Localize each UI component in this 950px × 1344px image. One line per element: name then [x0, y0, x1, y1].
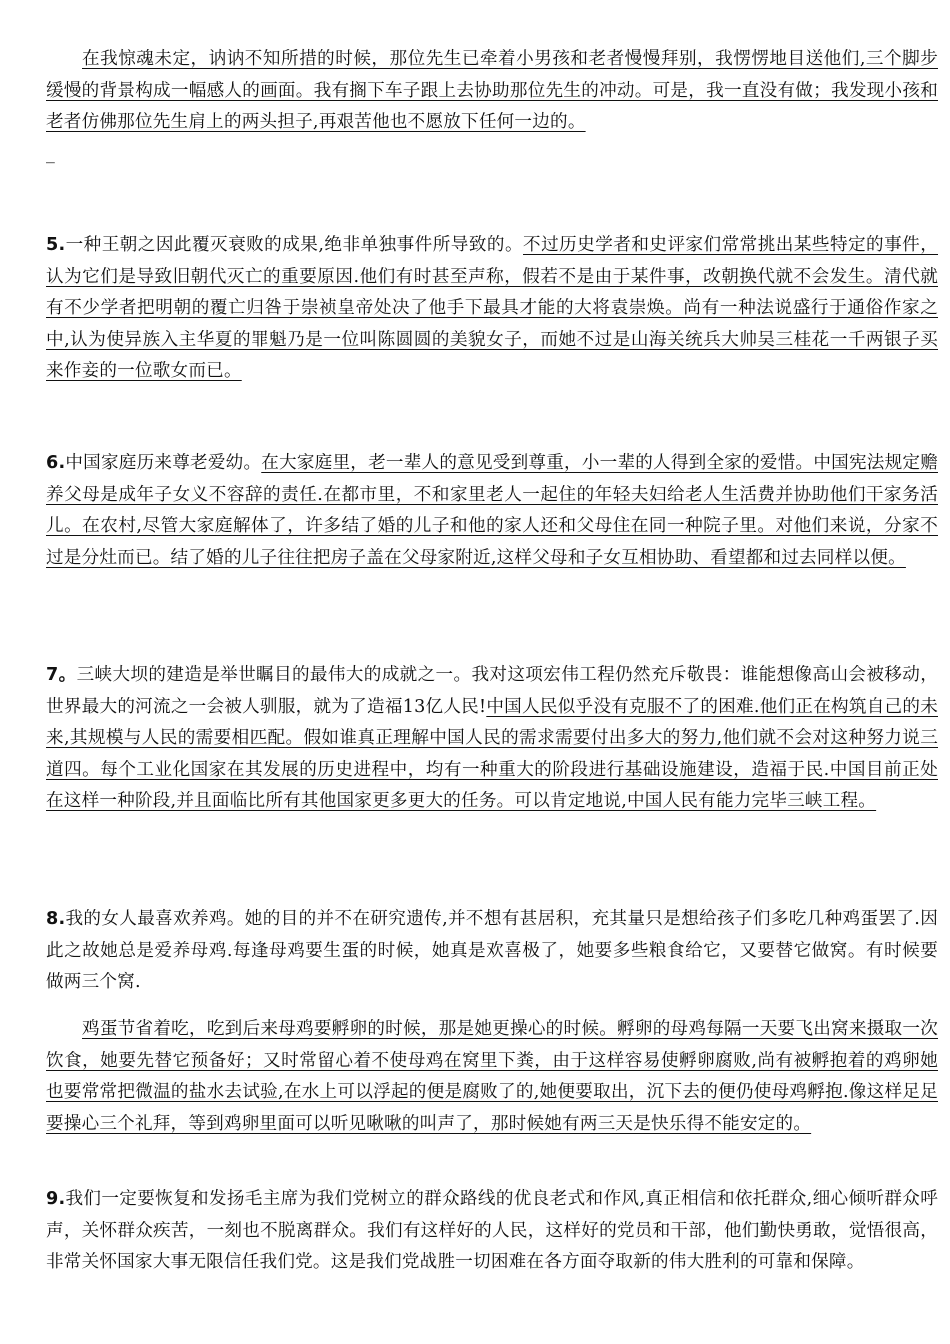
- underlined-text: 在大家庭里，老一辈人的意见受到尊重，小一辈的人得到全家的爱惜。中国宪法规定赡养父母是成年子女义不容辞的责任.在都市里，不和家里老人一起住的年轻夫妇给老人生活费并协助他们干家务活儿。在农村,尽管大家庭解体了，许多结了婚的儿子和他的家人还和父母住在同一种院子里。对他们来说，分家不过是分灶而已。结了婚的儿子往往把房子盖在父母家附近,这样父母和子女互相协助、看望都和过去同样以便。: [46, 453, 938, 568]
- underlined-text: 在我惊魂未定，讷讷不知所措的时候，那位先生已牵着小男孩和老者慢慢拜别，我愣愣地目送他们,三个脚步缓慢的背景构成一幅感人的画面。我有搁下车子跟上去协助那位先生的冲动。可是，我一直没有做；我发现小孩和老者仿佛那位先生肩上的两头担子,再艰苦他也不愿放下任何一边的。: [46, 49, 938, 132]
- underlined-text: 不过历史学者和史评家们常常挑出某些特定的事件，认为它们是导致旧朝代灭亡的重要原因.他们有时甚至声称，假若不是由于某件事，改朝换代就不会发生。清代就有不少学者把明朝的覆亡归咎于崇祯皇帝处决了他手下最具才能的大将袁崇焕。尚有一种法说盛行于通俗作家之中,认为使异族入主华夏的罪魁乃是一位叫陈圆圆的美貌女子，而她不过是山海关统兵大帅吴三桂花一千两银子买来作妾的一位歌女而已。: [46, 235, 939, 381]
- paragraph-number: 5.: [46, 235, 66, 255]
- plain-text: 中国家庭历来尊老爱幼。: [65, 453, 262, 473]
- paragraph-6: [46, 448, 938, 574]
- plain-text: 三峡大坝的建造是举世瞩目的最伟大的成就之一。我对这项宏伟工程仍然充斥敬畏：谁能想像高山会被移动，世界最大的河流之一会被人驯服，就为了造福13亿人民!: [46, 665, 938, 717]
- underlined-text: 鸡蛋节省着吃，吃到后来母鸡要孵卵的时候，那是她更操心的时候。孵卵的母鸡每隔一天要飞出窝来摄取一次饮食，她要先替它预备好；又时常留心着不使母鸡在窝里下粪，由于这样容易使孵卵腐败,尚有被孵抱着的鸡卵她也要常常把微温的盐水去试验,在水上可以浮起的便是腐败了的,她便要取出，沉下去的便仍使母鸡孵抱.像这样足足要操心三个礼拜，等到鸡卵里面可以听见啾啾的叫声了，那时候她有两三天是快乐得不能安定的。: [46, 1019, 938, 1134]
- paragraph-8-continued: [46, 1014, 938, 1140]
- paragraph-number: 8.: [46, 909, 66, 929]
- plain-text: 我们一定要恢复和发扬毛主席为我们党树立的群众路线的优良老式和作风,真正相信和依托群众,细心倾听群众呼声，关怀群众疾苦，一刻也不脱离群众。我们有这样好的人民，这样好的党员和干部，他们勤快勇敢，觉悟很高，非常关怀国家大事无限信任我们党。这是我们党战胜一切困难在各方面夺取新的伟大胜利的可靠和保障。: [46, 1189, 938, 1272]
- paragraph-8: [46, 904, 938, 999]
- underlined-text: 中国人民似乎没有克服不了的困难.他们正在构筑自己的未来,其规模与人民的需要相匹配。假如谁真正理解中国人民的需求需要付出多大的努力,他们就不会对这种努力说三道四。每个工业化国家在其发展的历史进程中，均有一种重大的阶段进行基础设施建设，造福于民.中国目前正处在这样一种阶段,并且面临比所有其他国家更多更大的任务。可以肯定地说,中国人民有能力完毕三峡工程。: [46, 696, 938, 811]
- trailing-underscore: _: [46, 143, 55, 164]
- paragraph-7: [46, 660, 938, 818]
- paragraph-number: 6.: [46, 453, 66, 473]
- paragraph-number: 9.: [46, 1189, 66, 1209]
- paragraph-4-continued: [46, 44, 938, 170]
- paragraph-number: 7。: [46, 665, 77, 685]
- plain-text: 一种王朝之因此覆灭衰败的成果,绝非单独事件所导致的。: [65, 235, 524, 255]
- plain-text: 我的女人最喜欢养鸡。她的目的并不在研究遗传,并不想有甚居积，充其量只是想给孩子们多吃几种鸡蛋罢了.因此之故她总是爱养母鸡.每逢母鸡要生蛋的时候，她真是欢喜极了，她要多些粮食给它，又要替它做窝。有时候要做两三个窝.: [46, 909, 938, 992]
- paragraph-9: [46, 1184, 938, 1279]
- paragraph-5: [46, 230, 938, 388]
